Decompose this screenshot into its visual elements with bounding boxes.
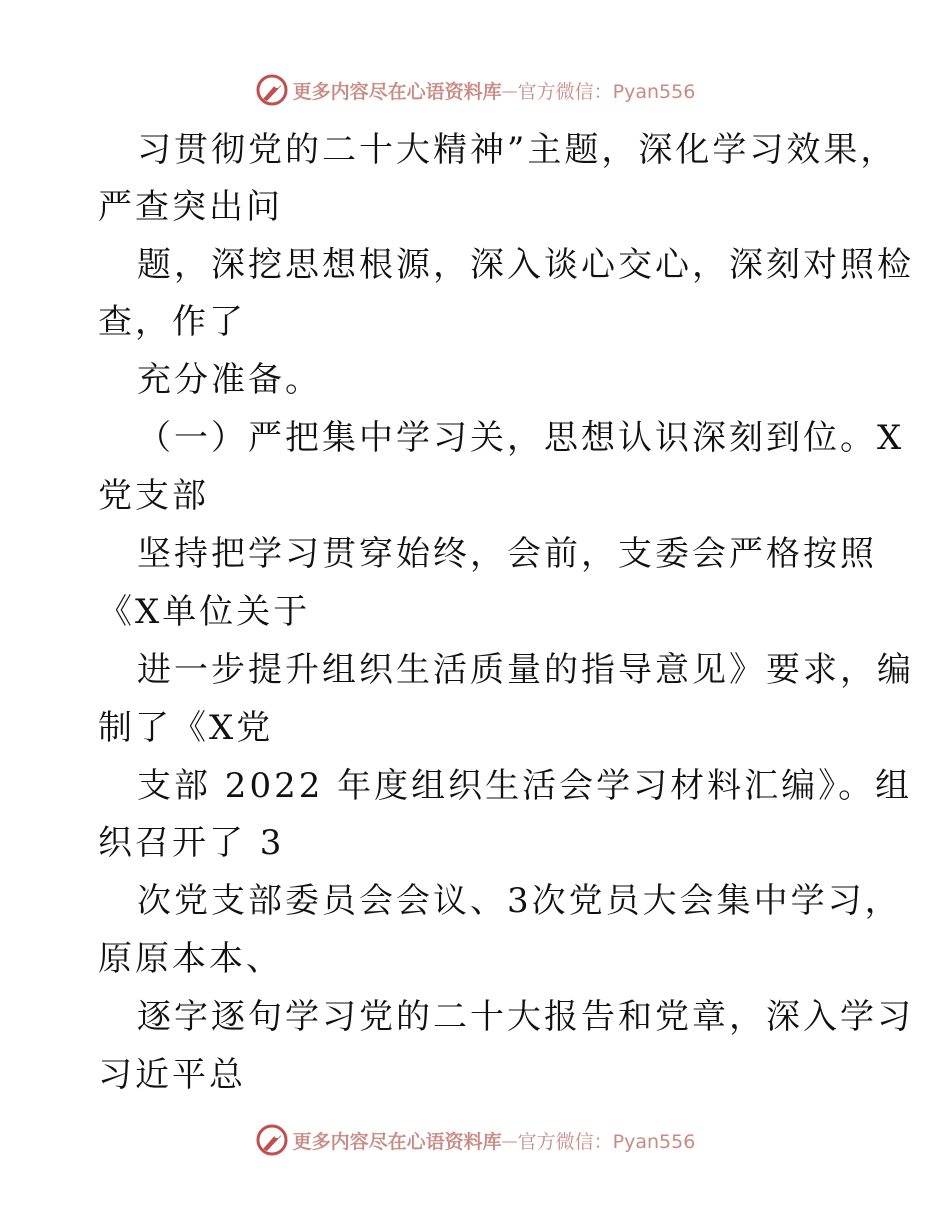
footer-banner (0, 1120, 950, 1160)
body-line: 题，深挖思想根源，深入谈心交心，深刻对照检 (137, 245, 914, 285)
body-line: 坚持把学习贯穿始终，会前，支委会严格按照 (137, 534, 877, 574)
pen-circle-logo-icon (255, 1123, 289, 1157)
body-line: 《X单位关于 (98, 592, 311, 632)
body-line: 习近平总 (98, 1055, 246, 1095)
header-banner-text: 更多内容尽在心语资料库 (292, 80, 502, 103)
body-line: 严查突出问 (98, 187, 283, 227)
body-line: （一）严把集中学习关，思想认识深刻到位。X (137, 418, 905, 458)
body-line: 支部 2022 年度组织生活会学习材料汇编》。组 (137, 766, 913, 806)
body-line: 原原本本、 (98, 939, 283, 979)
body-line: 织召开了 3 (98, 823, 285, 863)
footer-banner-text: 更多内容尽在心语资料库 (292, 1130, 502, 1153)
footer-contact: 官方微信：Pyan556 (517, 1130, 696, 1153)
body-line: 查，作了 (98, 302, 246, 342)
header-banner-separator: — (501, 80, 518, 100)
body-line: 次党支部委员会会议、3次党员大会集中学习， (137, 881, 902, 921)
body-line: 充分准备。 (137, 360, 322, 400)
body-line: 习贯彻党的二十大精神”主题，深化学习效果， (137, 130, 898, 170)
body-line: 逐字逐句学习党的二十大报告和党章，深入学习 (137, 997, 914, 1037)
footer-banner-separator: — (501, 1130, 518, 1150)
body-line: 制了《X党 (98, 708, 274, 748)
body-line: 党支部 (98, 476, 209, 516)
body-line: 进一步提升组织生活质量的指导意见》要求，编 (137, 650, 914, 690)
header-contact: 官方微信：Pyan556 (517, 80, 696, 103)
